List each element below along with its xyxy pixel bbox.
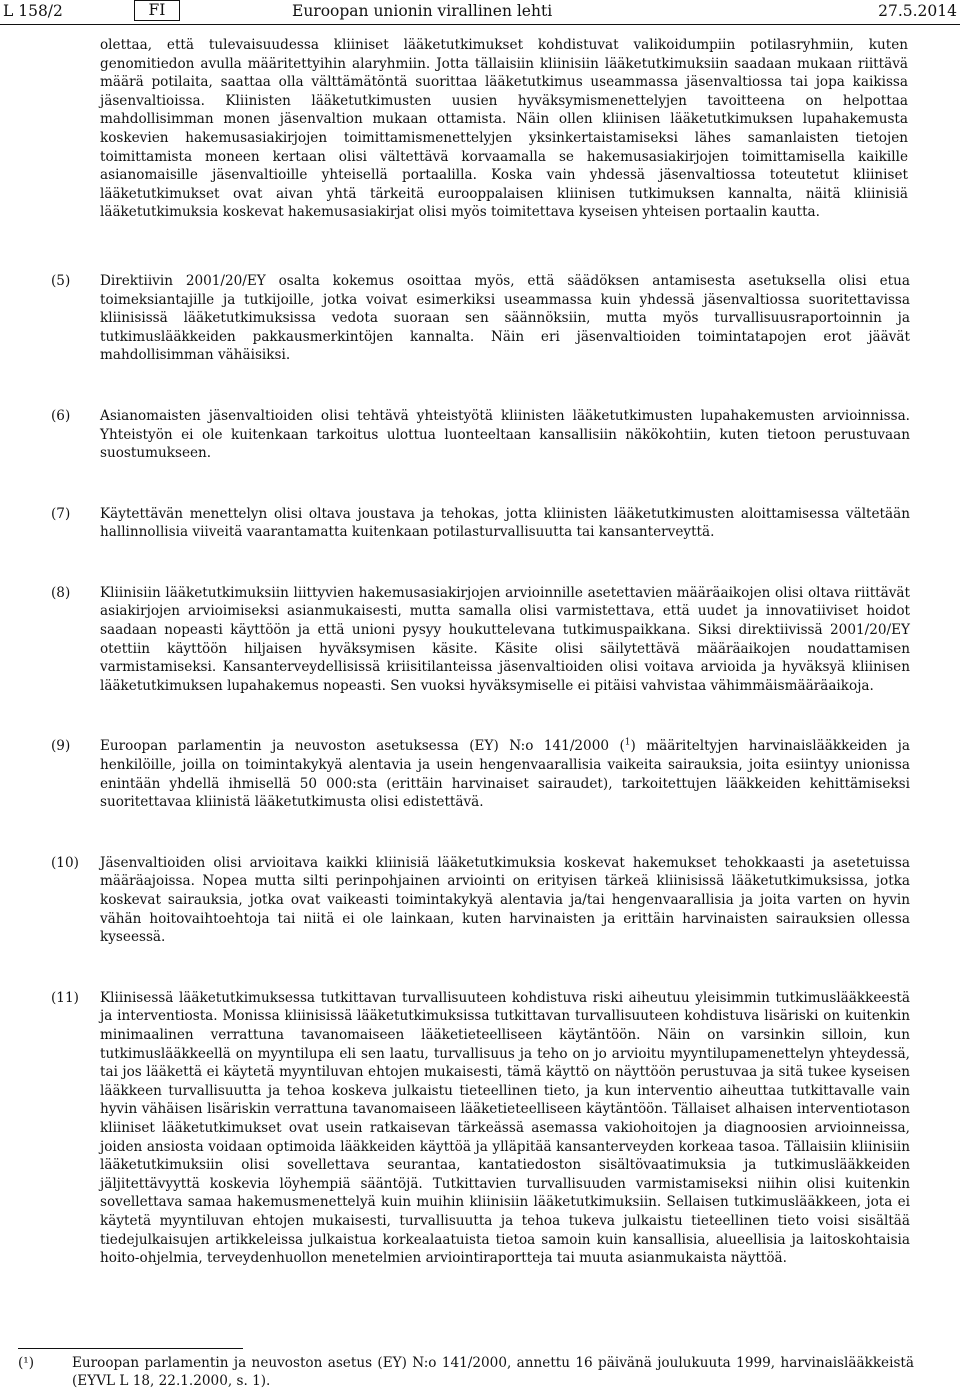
recital-number: (5): [51, 272, 71, 289]
recital-text: Jäsenvaltioiden olisi arvioitava kaikki kliinisiä lääketutkimuksia koskevat hakemukset tehokkaasti ja asetetuissa määräajoissa. Nopea mutta silti perinpohjainen arviointi on erityisen tärkeä kliinisissä lääketutkimuksissa, jotka koskevat sairauksia, jotka ovat vaikeasti toimintakykyä alentavia ja/tai hengenvaarallisia ja joita varten on hyvin vähän hoitovaihtoehtoja tai niitä ei ole lainkaan, kuten harvinaisten ja erittäin harvinaisten sairauksien ollessa kyseessä.: [100, 854, 910, 946]
recital-8: [0, 584, 960, 696]
footnote-mark: (¹): [18, 1355, 35, 1371]
page-header: [0, 0, 960, 26]
recital-number: (8): [51, 584, 71, 601]
recital-number: (6): [51, 407, 71, 424]
recital-number: (11): [51, 989, 79, 1006]
recital-text: Asianomaisten jäsenvaltioiden olisi tehtävä yhteistyötä kliinisten lääketutkimusten lupahakemusten arvioinnissa. Yhteistyön ei ole kuitenkaan tarkoitus ulottua luonteeltaan kansallisiin näkökohtiin, kuten tietoon perustuvaan suostumukseen.: [100, 407, 910, 462]
recital-7: [0, 505, 960, 542]
header-rule: [0, 24, 960, 25]
journal-title: Euroopan unionin virallinen lehti: [292, 2, 553, 20]
footnote-separator: [18, 1348, 243, 1349]
recital-text: Kliinisessä lääketutkimuksessa tutkittavan turvallisuuteen kohdistuva riski aiheutuu yleisimmin tutkimuslääkkeestä ja interventiosta. Monissa kliinisissä lääketutkimuksissa tutkittavan turvallisuuteen kohdistuva lisäriski on kuitenkin minimaalinen verrattuna tavanomaiseen lääketieteelliseen käytäntöön. Näin on varsinkin silloin, kun tutkimuslääkkeellä on myyntilupa eli sen laatu, turvallisuus ja teho on jo arvioitu myyntilupamenettelyn yhteydessä, tai jos lääkettä ei käytetä myyntiluvan ehtojen mukaisesti, tämä käyttö on näyttöön perustuvaa ja sitä tukee kyseisen lääkkeen turvallisuutta ja tehoa koskeva julkaistu tieteellinen tieto, ja kun interventio aiheuttaa tutkittavalle vain hyvin vähäisen lisäriskin verrattuna tavanomaiseen lääketieteelliseen käytäntöön. Tällaiset alhaisen interventiotason kliiniset lääketutkimukset ovat usein ratkaisevan tärkeässä asemassa vakiohoitojen ja diagnoosien arvioinneissa, joiden ansiosta voidaan optimoida lääkkeiden käyttöä ja ylläpitää kansanterveyden korkeaa tasoa. Tällaisiin kliinisiin lääketutkimuksiin olisi sovellettava seurantaa, kantatiedoston sisältövaatimuksia ja tutkimuslääkkeiden jäljitettävyyttä koskevia löyhempiä sääntöjä. Tutkittavien turvallisuuden varmistamiseksi niihin olisi kuitenkin sovellettava samaa hakemusmenettelyä kuin muihin kliinisiin lääketutkimuksiin. Sellaisen tutkimuslääkkeen, jota ei käytetä myyntiluvan ehtojen mukaisesti, turvallisuutta ja tehoa tukeva julkaistu tieteellinen tieto voisi sisältää tiedejulkaisujen artikkeleissa julkaistua korkealaatuista tietoa samoin kuin kansallisia, alueellisia ja laitoskohtaisia hoito-ohjelmia, terveydenhuollon menetelmien arviointiraportteja tai muuta asianmukaista näyttöä.: [100, 989, 910, 1267]
recital-6: [0, 407, 960, 463]
recital-number: (10): [51, 854, 79, 871]
recital-number: (7): [51, 505, 71, 522]
recital-text: Kliinisiin lääketutkimuksiin liittyvien hakemusasiakirjojen arvioinnille asetettavien määräaikojen olisi oltava riittävät asiakirjojen arvioimiseksi asianmukaisesti, mutta samalla olisi varmistettava, että uudet ja innovatiiviset hoidot saadaan nopeasti käyttöön ja että unioni pysyy houkuttelevana tutkimuspaikkana. Siksi direktiivissä 2001/20/EY otettiin käyttöön hiljaisen hyväksymisen käsite. Käsite olisi säilytettävä määräaikojen noudattamisen varmistamiseksi. Kansanterveydellisissä kriisitilanteissa jäsenvaltioiden olisi voitava arvioida ja hyväksyä kliinisen lääketutkimuksen lupahakemus nopeasti. Sen vuoksi hyväksymiselle ei pitäisi vahvistaa vähimmäismääräaikoja.: [100, 584, 910, 694]
footnote-text: Euroopan parlamentin ja neuvoston asetus (EY) N:o 141/2000, annettu 16 päivänä joulukuuta 1999, harvinaislääkkeistä (EYVL L 18, 22.1.2000, s. 1).: [72, 1355, 914, 1389]
recital-5: [0, 272, 960, 365]
intro-paragraph: olettaa, että tulevaisuudessa kliiniset lääketutkimukset kohdistuvat valikoidumpiin potilasryhmiin, kuten genomitiedon avulla määritettyihin alaryhmiin. Jotta tällaisiin kliinisiin lääketutkimuksiin saadaan mukaan riittävä määrä potilaita, saattaa olla välttämätöntä suorittaa lääketutkimus useammassa jäsenvaltiossa tai jopa kaikissa jäsenvaltioissa. Kliinisten lääketutkimusten uusien hyväksymismenettelyjen tavoitteena on helpottaa mahdollisimman monen jäsenvaltion mukaan ottamista. Näin ollen kliinisen lääketutkimuksen lupahakemusta koskevien hakemusasiakirjojen toimittamismenettelyjen yksinkertaistamiseksi lähes samanlaisten tietojen toimittamista moneen kertaan olisi vältettävä korvaamalla se hakemusasiakirjojen toimittamisella kaikille asianomaisille jäsenvaltioille yhteisellä portaalilla. Koska vain yhdessä jäsenvaltiossa toteutetut kliiniset lääketutkimukset ovat aivan yhtä tärkeitä eurooppalaisen kliinisen tutkimuksen kannalta, näitä kliinisiä lääketutkimuksia koskevat hakemusasiakirjat olisi myös toimitettava kyseisen yhteisen portaalin kautta.: [100, 37, 908, 221]
recital-number: (9): [51, 738, 71, 755]
footnote-reference: 1: [624, 737, 631, 748]
recital-text: Direktiivin 2001/20/EY osalta kokemus osoittaa myös, että säädöksen antamisesta asetuksella olisi etua toimeksiantajille ja tutkijoille, jotka voivat esimerkiksi useammassa kuin yhdessä jäsenvaltiossa suoritettavissa kliinisissä lääketutkimuksissa vedota suoraan sen säännöksiin, mutta myös turvallisuusraportoinnin ja tutkimuslääkkeiden pakkausmerkintöjen kannalta. Näin eri jäsenvaltioiden toimintatapojen erot jäävät mahdollisimman vähäisiksi.: [100, 272, 910, 364]
document-body: [0, 36, 960, 1268]
recital-text: Käytettävän menettelyn olisi oltava joustava ja tehokas, jotta kliinisten lääketutkimusten aloittamisessa vältetään hallinnollisia viiveitä vaarantamatta kuitenkaan potilasturvallisuutta tai kansanterveyttä.: [100, 505, 910, 541]
page-reference: L 158/2: [3, 2, 63, 20]
recital-10: [0, 854, 960, 947]
publication-date: 27.5.2014: [878, 2, 957, 20]
recital-text: [100, 737, 910, 811]
recital-11: [0, 989, 960, 1268]
recital-9: [0, 737, 960, 811]
recital-text-end: ) määriteltyjen harvinaislääkkeiden ja henkilöille, joilla on toimintakykyä alentavia ja usein hengenvaarallisia vaikeita sairauksia, joita esiintyy unionissa enintään yhdellä ihmisellä 50 000:sta (erittäin harvinaiset sairaudet), tarkoitettujen lääkkeiden kehittämiseksi suoritettavaa kliinistä lääketutkimusta olisi edistettävä.: [100, 738, 911, 811]
language-code-box: FI: [134, 0, 180, 21]
recital-text-start: Euroopan parlamentin ja neuvoston asetuksessa (EY) N:o 141/2000 (: [100, 738, 625, 755]
